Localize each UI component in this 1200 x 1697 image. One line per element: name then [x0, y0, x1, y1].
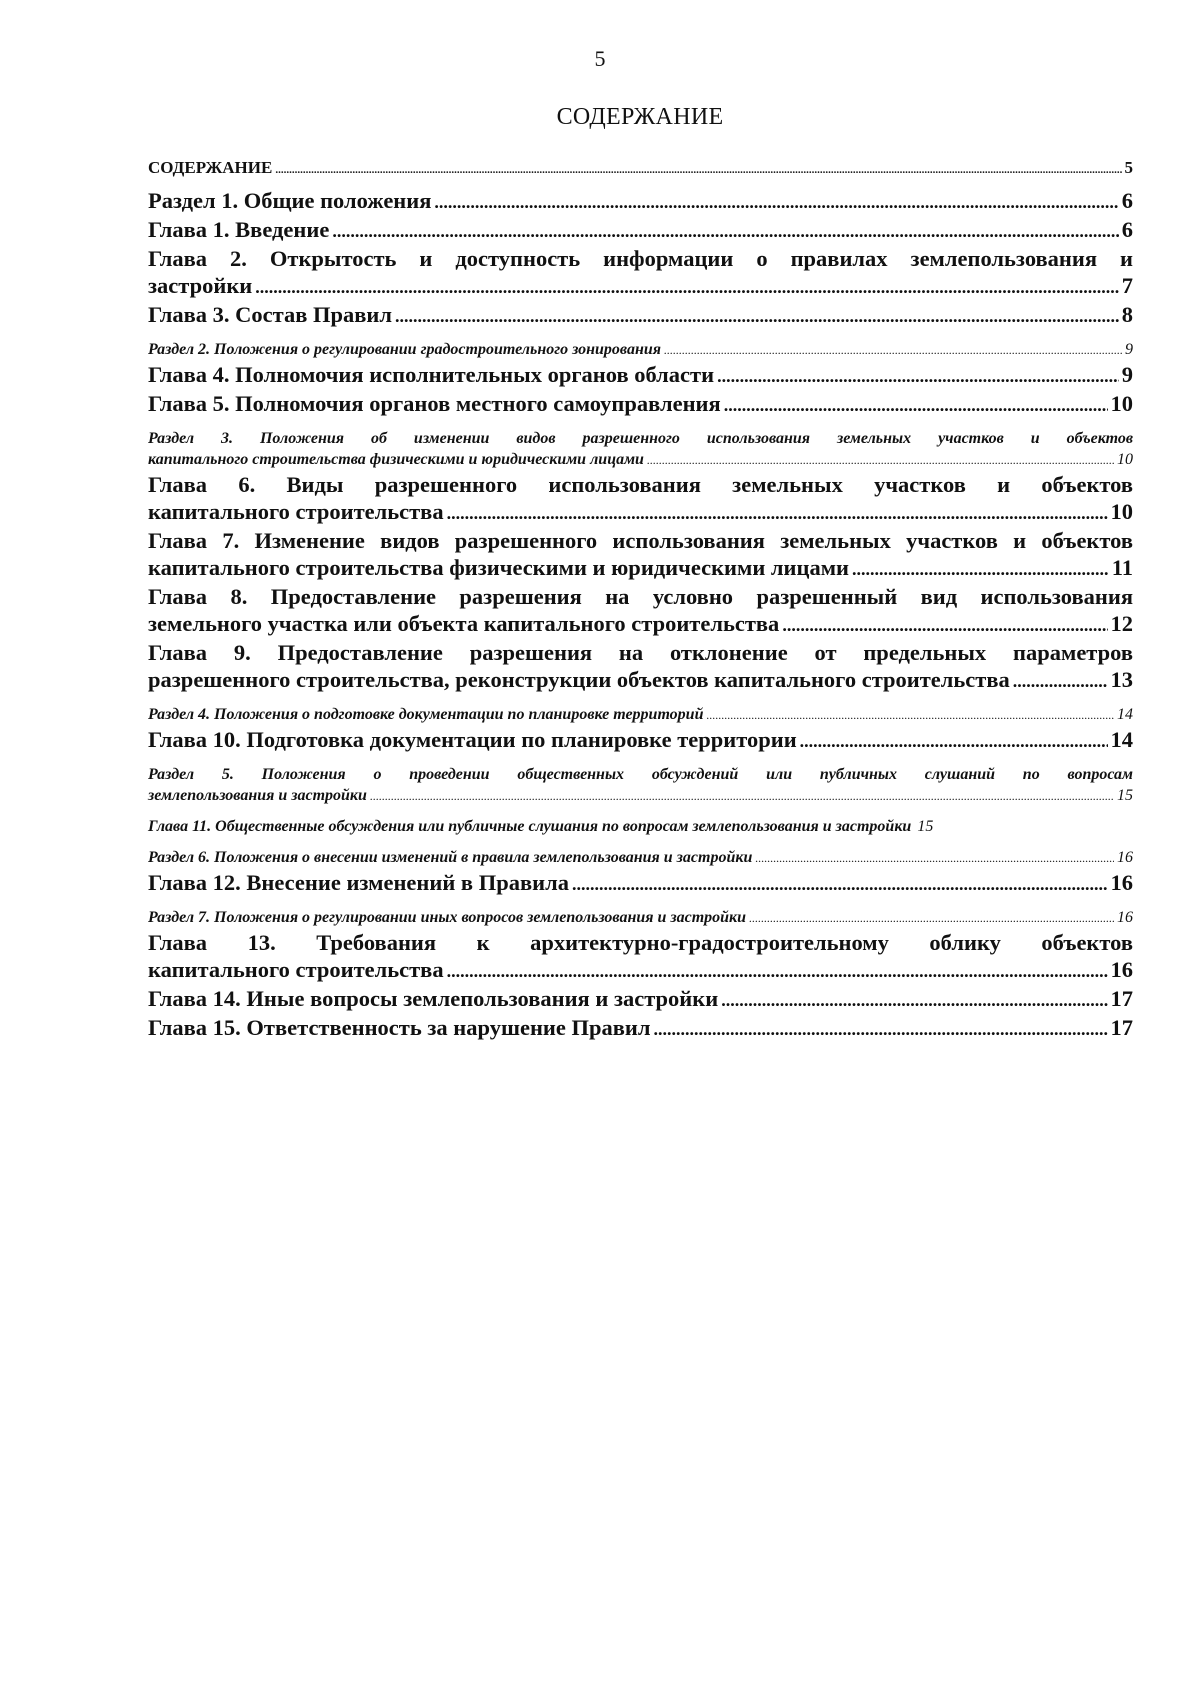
- toc-entry[interactable]: [148, 471, 1133, 527]
- toc-entry-title: Раздел 7. Положения о регулировании иных вопросов землепользования и застройки: [148, 909, 747, 926]
- toc-entry[interactable]: [148, 639, 1133, 695]
- toc-entry-title: капитального строительства физическими и юридическими лицами: [148, 451, 644, 468]
- dot-leader: [852, 554, 1109, 583]
- toc-entry[interactable]: [148, 245, 1133, 301]
- toc-entry-title: застройки: [148, 273, 253, 298]
- toc-entry-page: 16: [1110, 957, 1133, 982]
- toc-entry[interactable]: [148, 187, 1133, 216]
- toc-entry-title-line: Глава 8. Предоставление разрешения на условно разрешенный вид использования: [148, 584, 1133, 609]
- toc-entry-title-line: Глава 2. Открытость и доступность информации о правилах землепользования и: [148, 246, 1133, 271]
- toc-entry[interactable]: [148, 764, 1133, 807]
- dot-leader: [370, 785, 1114, 807]
- dot-leader: [447, 956, 1108, 985]
- toc-entry-title-line: Глава 7. Изменение видов разрешенного использования земельных участков и объектов: [148, 528, 1133, 553]
- toc-entry-title-line: Глава 13. Требования к архитектурно-градостроительному облику объектов: [148, 930, 1133, 955]
- toc-entry-title: Глава 11. Общественные обсуждения или публичные слушания по вопросам землепользования и застройки: [148, 818, 912, 835]
- dot-leader: [1013, 666, 1108, 695]
- toc-entry-page: 9: [1121, 362, 1133, 387]
- toc-entry[interactable]: [148, 1014, 1133, 1043]
- dot-leader: [755, 847, 1114, 869]
- toc-entry-title: Глава 5. Полномочия органов местного самоуправления: [148, 391, 721, 416]
- toc-entry-page: 14: [1117, 706, 1133, 723]
- toc-entry[interactable]: [148, 704, 1133, 726]
- toc-entry-page: 14: [1110, 727, 1133, 752]
- toc-entry-page: 17: [1110, 986, 1133, 1011]
- toc-entry-page: 16: [1117, 849, 1133, 866]
- toc-entry-title: Глава 12. Внесение изменений в Правила: [148, 870, 569, 895]
- toc-entry-page: 6: [1121, 217, 1133, 242]
- dot-leader: [721, 985, 1107, 1014]
- toc-entry[interactable]: [148, 339, 1133, 361]
- toc-entry-page: 6: [1121, 188, 1133, 213]
- toc-entry-title: Глава 4. Полномочия исполнительных органов области: [148, 362, 715, 387]
- page-number: 5: [594, 46, 606, 71]
- toc-entry[interactable]: [148, 361, 1133, 390]
- dot-leader: [653, 1014, 1107, 1043]
- dot-leader: [717, 361, 1119, 390]
- toc-entry[interactable]: [148, 929, 1133, 985]
- toc-entry[interactable]: [148, 985, 1133, 1014]
- toc-entry-page: 17: [1110, 1015, 1133, 1040]
- toc-entry[interactable]: [148, 158, 1133, 178]
- dot-leader: [800, 726, 1108, 755]
- dot-leader: [447, 498, 1108, 527]
- toc-entry[interactable]: [148, 216, 1133, 245]
- toc-entry[interactable]: [148, 301, 1133, 330]
- toc-entry-title: капитального строительства: [148, 957, 444, 982]
- dot-leader: [255, 272, 1118, 301]
- toc-entry-title: земельного участка или объекта капитального строительства: [148, 611, 780, 636]
- document-title: СОДЕРЖАНИЕ: [556, 104, 724, 130]
- dot-leader: [706, 704, 1114, 726]
- dot-leader: [749, 907, 1114, 929]
- toc-entry[interactable]: [148, 907, 1133, 929]
- toc-entry-page: 16: [1110, 870, 1133, 895]
- toc-entry-title: Глава 14. Иные вопросы землепользования и застройки: [148, 986, 719, 1011]
- toc-entry-title: разрешенного строительства, реконструкции объектов капитального строительства: [148, 667, 1010, 692]
- dot-leader: [724, 390, 1108, 419]
- toc-entry[interactable]: [148, 726, 1133, 755]
- toc-entry-title: Глава 1. Введение: [148, 217, 330, 242]
- toc-entry[interactable]: [148, 583, 1133, 639]
- dot-leader: [664, 339, 1122, 361]
- toc-entry-page: 13: [1110, 667, 1133, 692]
- dot-leader: [782, 610, 1107, 639]
- toc-entry-page: 5: [1124, 158, 1133, 177]
- toc-entry-title: Раздел 1. Общие положения: [148, 188, 432, 213]
- dot-leader: [275, 158, 1121, 178]
- toc-entry[interactable]: [148, 847, 1133, 869]
- toc-entry-title: Раздел 6. Положения о внесении изменений в правила землепользования и застройки: [148, 849, 753, 866]
- toc-entry-title: СОДЕРЖАНИЕ: [148, 158, 273, 177]
- toc-entry-title-line: Глава 6. Виды разрешенного использования земельных участков и объектов: [148, 472, 1133, 497]
- toc-entry[interactable]: [148, 816, 1133, 838]
- toc-entry-page: 8: [1121, 302, 1133, 327]
- toc-entry-title-line: Глава 9. Предоставление разрешения на отклонение от предельных параметров: [148, 640, 1133, 665]
- toc-entry-title: Раздел 4. Положения о подготовке документации по планировке территорий: [148, 706, 704, 723]
- toc-entry[interactable]: [148, 527, 1133, 583]
- toc-entry[interactable]: [148, 869, 1133, 898]
- toc-entry-page: 16: [1117, 909, 1133, 926]
- dot-leader: [647, 449, 1114, 471]
- toc-entry-title: землепользования и застройки: [148, 787, 367, 804]
- toc-entry-title-line: Раздел 3. Положения об изменении видов разрешенного использования земельных участков и объектов: [148, 430, 1133, 447]
- toc-entry-title: Глава 10. Подготовка документации по планировке территории: [148, 727, 797, 752]
- toc-entry-page: 11: [1111, 555, 1133, 580]
- toc-entry-page: 10: [1117, 451, 1133, 468]
- toc-entry-page: 7: [1121, 273, 1133, 298]
- toc-entry-page: 15: [917, 818, 934, 835]
- toc-entry-title: Глава 15. Ответственность за нарушение Правил: [148, 1015, 651, 1040]
- dot-leader: [434, 187, 1118, 216]
- toc-entry-page: 12: [1110, 611, 1133, 636]
- toc-entry-title: капитального строительства: [148, 499, 444, 524]
- toc-entry-page: 10: [1110, 391, 1133, 416]
- toc-entry-page: 10: [1110, 499, 1133, 524]
- toc-entry-page: 15: [1117, 787, 1133, 804]
- dot-leader: [572, 869, 1108, 898]
- toc-entry-title: Раздел 2. Положения о регулировании градостроительного зонирования: [148, 341, 661, 358]
- toc-entry[interactable]: [148, 390, 1133, 419]
- dot-leader: [395, 301, 1119, 330]
- toc-entry-page: 9: [1125, 341, 1133, 358]
- toc-entry-title: Глава 3. Состав Правил: [148, 302, 393, 327]
- toc-entry-title: капитального строительства физическими и юридическими лицами: [148, 555, 850, 580]
- toc-entry[interactable]: [148, 428, 1133, 471]
- table-of-contents: [148, 155, 1133, 1043]
- dot-leader: [332, 216, 1118, 245]
- toc-entry-title-line: Раздел 5. Положения о проведении общественных обсуждений или публичных слушаний по вопросам: [148, 766, 1133, 783]
